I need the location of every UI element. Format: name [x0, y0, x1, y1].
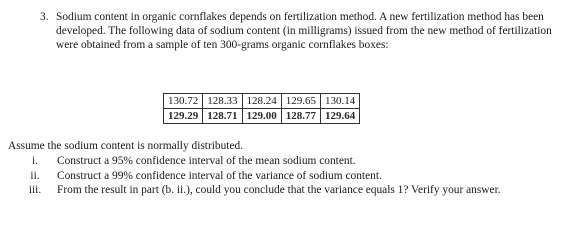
part-text: Construct a 99% confidence interval of the variance of sodium content. [57, 169, 382, 182]
sodium-data-table [163, 93, 360, 124]
table-cell: 128.24 [242, 94, 281, 109]
part-text: From the result in part (b. ii.), could you conclude that the variance equals 1? Verify your answer. [57, 184, 501, 196]
part-label: iii. [28, 184, 42, 196]
table-row [164, 109, 360, 124]
list-item [0, 169, 584, 184]
table-cell: 129.65 [281, 94, 320, 109]
table-cell: 128.33 [203, 94, 242, 109]
part-text: Construct a 95% confidence interval of the mean sodium content. [57, 155, 356, 167]
part-label: ii. [30, 169, 40, 182]
table-cell: 129.29 [164, 109, 203, 124]
table-cell: 128.77 [281, 109, 320, 124]
table-cell: 130.14 [321, 94, 360, 109]
table-cell: 129.64 [321, 109, 360, 124]
assumption-text: Assume the sodium content is normally distributed. [8, 140, 244, 152]
table-cell: 128.71 [203, 109, 242, 124]
part-label: i. [31, 155, 38, 167]
parts-list [0, 154, 584, 198]
table-cell: 129.00 [242, 109, 281, 124]
table-cell: 130.72 [164, 94, 203, 109]
list-item [0, 183, 584, 198]
question-text: Sodium content in organic cornflakes depends on fertilization method. A new fertilization method has been developed. The following data of sodium content (in milligrams) issued from the new method of fertilization were obtained from a sample of ten 300-grams organic cornflakes boxes: [56, 11, 552, 52]
question-block [40, 10, 576, 53]
list-item [0, 154, 584, 169]
question-number: 3. [40, 11, 49, 23]
table-row [164, 94, 360, 109]
